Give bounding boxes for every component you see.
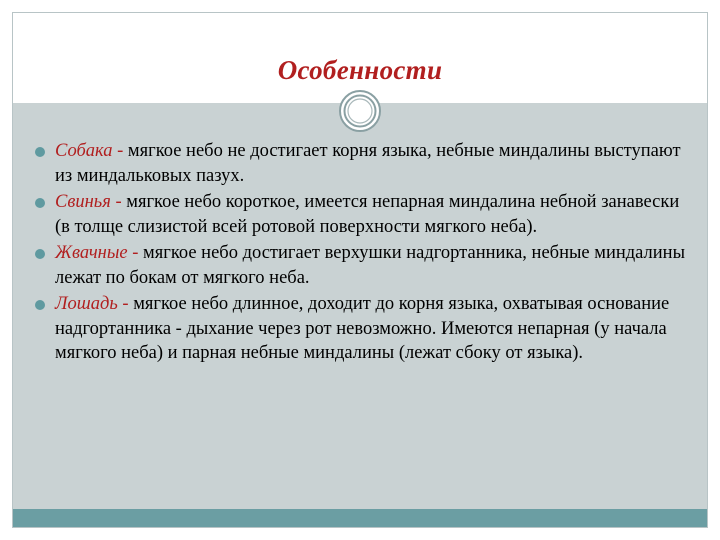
item-text: мягкое небо достигает верхушки надгортанника, небные миндалины лежат по бокам от мягкого неба. (55, 243, 686, 288)
circle-ornament-icon (338, 89, 382, 133)
bullet-dot-icon (35, 198, 45, 208)
bullet-list (33, 139, 693, 368)
bottom-bar (13, 509, 707, 527)
term-label: Жвачные - (55, 243, 139, 263)
bullet-dot-icon (35, 300, 45, 310)
term-label: Собака - (55, 141, 124, 161)
term-label: Свинья - (55, 192, 122, 212)
item-text: мягкое небо не достигает корня языка, небные миндалины выступают из миндальковых пазух. (55, 141, 681, 186)
list-item (33, 139, 693, 188)
item-text: мягкое небо короткое, имеется непарная миндалина небной занавески (в толще слизистой всей ротовой поверхности мягкого неба). (55, 192, 680, 237)
term-label: Лошадь - (55, 294, 129, 314)
item-text: мягкое небо длинное, доходит до корня языка, охватывая основание надгортанника - дыхание через рот невозможно. Имеются непарная (у начала мягкого неба) и парная небные миндалины (лежат сбоку от языка). (55, 294, 670, 363)
bullet-dot-icon (35, 147, 45, 157)
slide (12, 12, 708, 528)
list-item (33, 292, 693, 366)
bullet-dot-icon (35, 249, 45, 259)
list-item (33, 241, 693, 290)
slide-title: Особенности (277, 55, 443, 85)
list-item (33, 190, 693, 239)
